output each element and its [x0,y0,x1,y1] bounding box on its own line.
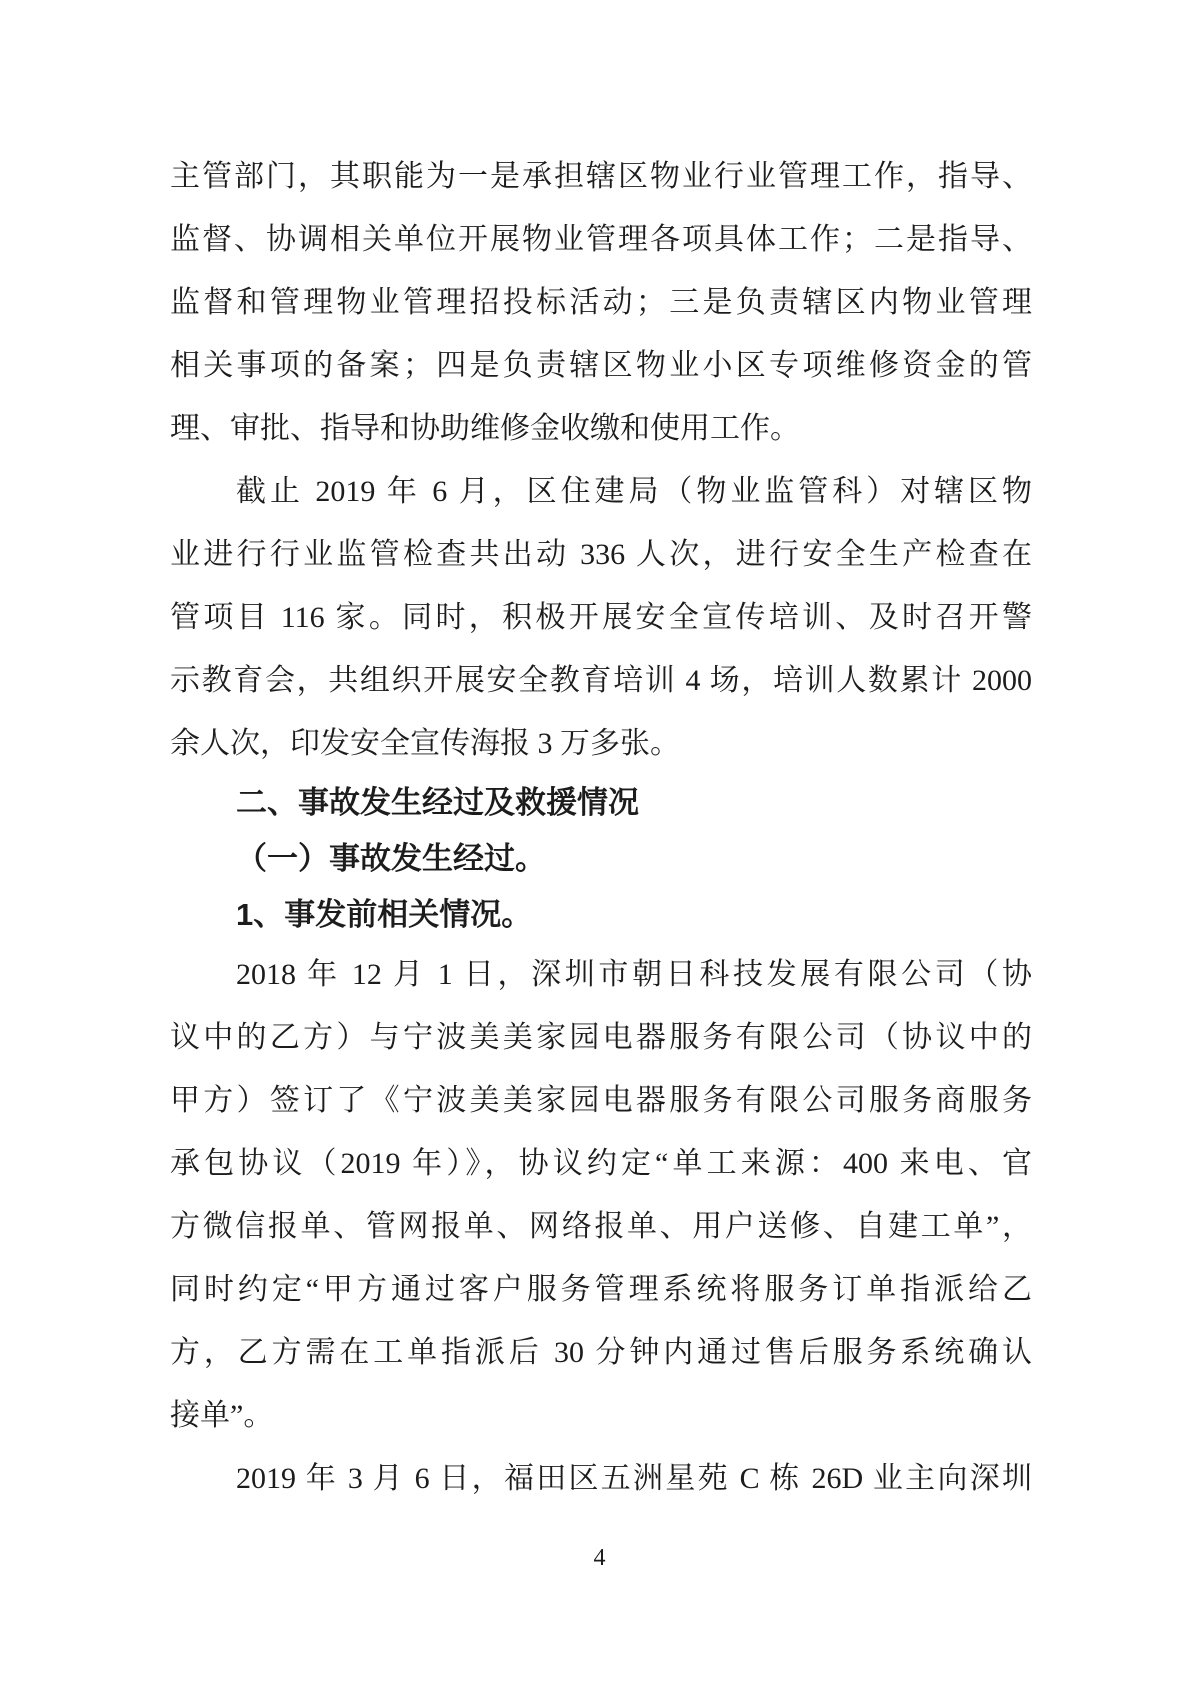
text-line: 监督和管理物业管理招投标活动；三是负责辖区内物业管理 [170,286,1032,319]
paragraph-block [170,145,1032,460]
document-content [170,145,1032,1510]
paragraph-block [170,1447,1032,1510]
text-line: 业进行行业监管检查共出动 336 人次，进行安全生产检查在 [170,538,1032,571]
text-line: 承包协议（2019 年）》，协议约定“单工来源：400 来电、官 [170,1147,1032,1180]
text-line: 方微信报单、管网报单、网络报单、用户送修、自建工单”， [170,1210,1032,1243]
text-line: 相关事项的备案；四是负责辖区物业小区专项维修资金的管 [170,349,1032,382]
text-line: 同时约定“甲方通过客户服务管理系统将服务订单指派给乙 [170,1273,1032,1306]
paragraph-block [170,943,1032,1447]
text-line: 议中的乙方）与宁波美美家园电器服务有限公司（协议中的 [170,1021,1032,1054]
page-number: 4 [593,1545,606,1571]
text-line: 2019 年 3 月 6 日，福田区五洲星苑 C 栋 26D 业主向深圳 [236,1462,1032,1495]
text-line: 方，乙方需在工单指派后 30 分钟内通过售后服务系统确认 [170,1336,1032,1369]
heading-block [170,831,1032,887]
text-line: 理、审批、指导和协助维修金收缴和使用工作。 [170,412,800,445]
text-line: 管项目 116 家。同时，积极开展安全宣传培训、及时召开警 [170,601,1032,634]
heading-line: 二、事故发生经过及救援情况 [236,785,639,820]
text-line: 截止 2019 年 6 月，区住建局（物业监管科）对辖区物 [236,475,1032,508]
text-line: 接单”。 [170,1399,274,1432]
text-line: 示教育会，共组织开展安全教育培训 4 场，培训人数累计 2000 [170,664,1032,697]
text-line: 监督、协调相关单位开展物业管理各项具体工作；二是指导、 [170,223,1032,256]
text-line: 2018 年 12 月 1 日，深圳市朝日科技发展有限公司（协 [236,958,1032,991]
paragraph-block [170,460,1032,775]
text-line: 主管部门，其职能为一是承担辖区物业行业管理工作，指导、 [170,160,1032,193]
heading-line: （一）事故发生经过。 [236,841,546,876]
text-line: 甲方）签订了《宁波美美家园电器服务有限公司服务商服务 [170,1084,1032,1117]
heading-block [170,775,1032,831]
heading-line: 1、事发前相关情况。 [236,897,533,932]
text-line: 余人次，印发安全宣传海报 3 万多张。 [170,727,680,760]
heading-block [170,887,1032,943]
